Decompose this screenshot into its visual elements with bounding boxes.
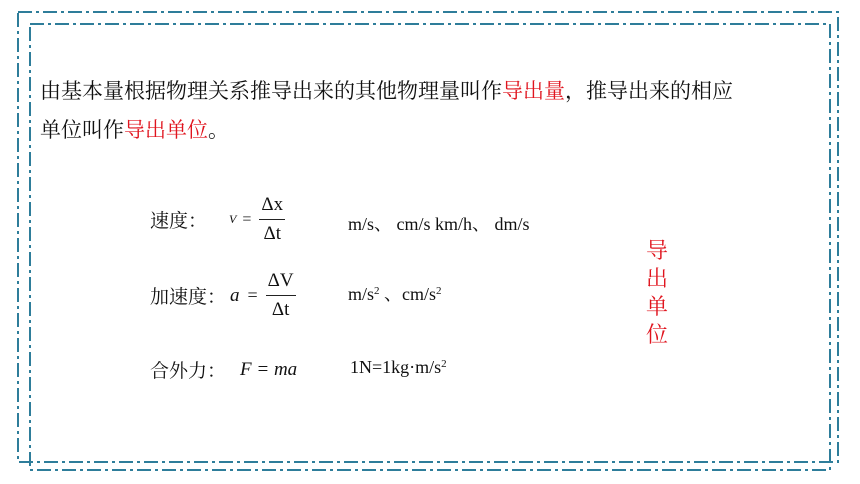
term-derived-quantity: 导出量 bbox=[502, 79, 565, 103]
force-units bbox=[350, 357, 447, 378]
side-note-char: 导 bbox=[645, 239, 668, 264]
side-note-char: 单 bbox=[645, 295, 668, 320]
velocity-units: m/s、 cm/s km/h、 dm/s bbox=[348, 214, 530, 234]
unit-exponent: 2 bbox=[441, 358, 447, 370]
unit-exponent: 2 bbox=[436, 285, 442, 297]
side-note-char: 出 bbox=[645, 267, 668, 292]
para-text: ，推导出来的相应 bbox=[565, 79, 733, 103]
acceleration-units bbox=[348, 280, 442, 306]
acceleration-fraction bbox=[266, 270, 296, 321]
force-label: 合外力： bbox=[150, 360, 227, 382]
unit-exponent: 2 bbox=[374, 285, 380, 297]
velocity-label: 速度： bbox=[150, 210, 208, 232]
derived-unit-side-note bbox=[645, 238, 669, 350]
unit-text: 1N=1kg·m/s bbox=[350, 357, 442, 377]
velocity-fraction bbox=[259, 194, 285, 245]
definition-paragraph bbox=[40, 72, 780, 150]
unit-text: 、cm/s bbox=[379, 284, 437, 304]
term-derived-unit: 导出单位 bbox=[124, 118, 208, 142]
fraction-numerator: ΔV bbox=[266, 270, 296, 296]
para-text: 单位叫作 bbox=[40, 118, 124, 142]
side-note-char: 位 bbox=[645, 323, 668, 348]
acceleration-symbol: a bbox=[230, 284, 240, 306]
equals-sign: = bbox=[247, 285, 258, 305]
velocity-symbol: V bbox=[229, 212, 237, 226]
para-text: 由基本量根据物理关系推导出来的其他物理量叫作 bbox=[40, 79, 502, 103]
force-formula: F = ma bbox=[240, 358, 298, 380]
fraction-numerator: Δx bbox=[259, 194, 285, 220]
force-row bbox=[150, 356, 297, 383]
velocity-row bbox=[150, 194, 285, 245]
equals-sign: = bbox=[242, 210, 252, 228]
para-text: 。 bbox=[208, 118, 229, 142]
fraction-denominator: Δt bbox=[263, 223, 281, 244]
unit-text: m/s bbox=[348, 284, 375, 304]
acceleration-label: 加速度： bbox=[150, 286, 227, 308]
acceleration-row bbox=[150, 270, 296, 321]
fraction-denominator: Δt bbox=[271, 299, 290, 320]
